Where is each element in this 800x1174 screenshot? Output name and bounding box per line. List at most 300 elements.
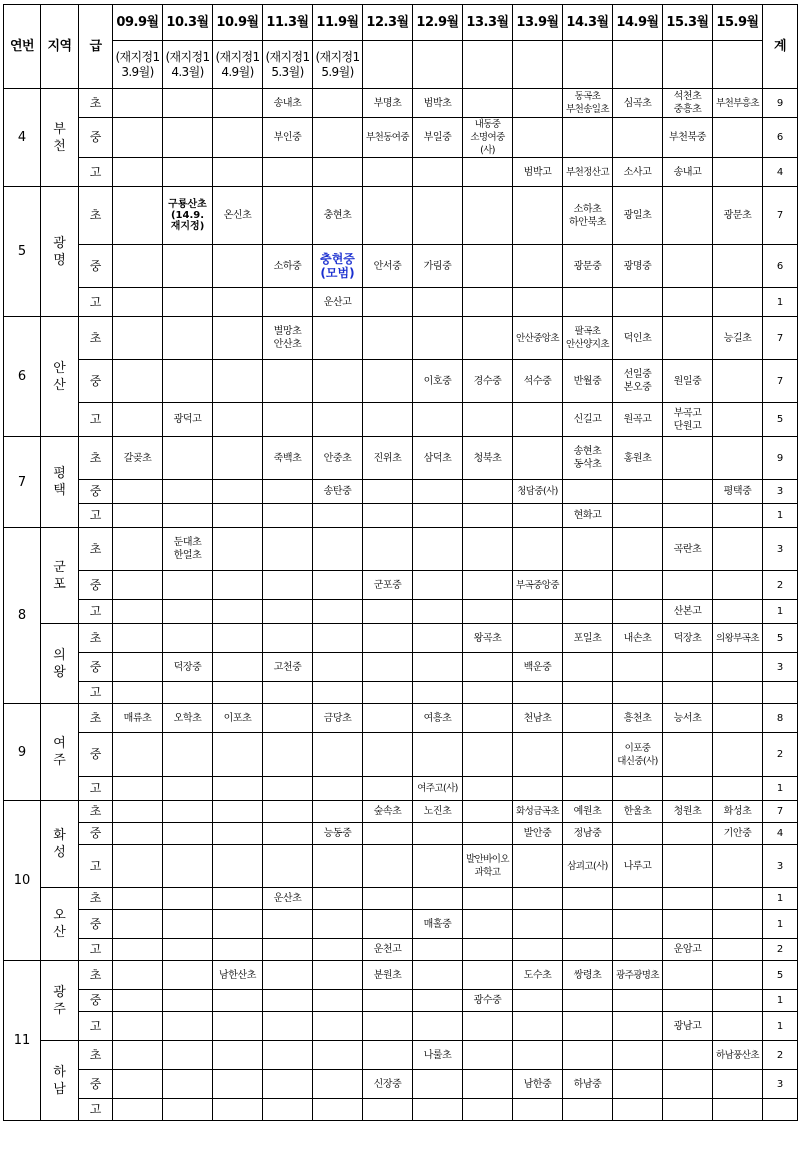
school-cell: [213, 682, 263, 704]
school-cell: [663, 653, 713, 682]
school-cell: 팔곡초 안산양지초: [563, 317, 613, 360]
school-cell: 운암고: [663, 939, 713, 961]
school-cell: 하남중: [563, 1070, 613, 1099]
school-level: 중: [79, 653, 113, 682]
school-cell: [613, 1070, 663, 1099]
school-cell: [713, 528, 763, 571]
table-row: [4, 317, 798, 360]
school-cell: [463, 89, 513, 118]
school-cell: [663, 990, 713, 1012]
school-cell: [263, 939, 313, 961]
region-name: 화성: [41, 801, 79, 888]
school-cell: [113, 245, 163, 288]
school-cell: [613, 571, 663, 600]
school-cell: [263, 504, 313, 528]
school-cell: 경수중: [463, 360, 513, 403]
school-cell: [213, 504, 263, 528]
row-total: 1: [763, 600, 798, 624]
row-total: 9: [763, 89, 798, 118]
school-cell: 능길초: [713, 317, 763, 360]
school-cell: [163, 845, 213, 888]
school-table-wrap: [3, 4, 798, 1121]
table-row: [4, 733, 798, 777]
school-cell: [113, 360, 163, 403]
school-cell: 부곡중앙중: [513, 571, 563, 600]
school-cell: [713, 600, 763, 624]
school-cell: [213, 939, 263, 961]
school-cell: 범박고: [513, 158, 563, 187]
school-cell: [113, 1099, 163, 1121]
school-cell: 송내초: [263, 89, 313, 118]
school-cell: [363, 187, 413, 245]
school-cell: 안중초: [313, 437, 363, 480]
school-cell: [113, 600, 163, 624]
school-cell: [213, 571, 263, 600]
school-cell: [313, 528, 363, 571]
row-total: 3: [763, 653, 798, 682]
school-cell: [413, 571, 463, 600]
row-total: 1: [763, 777, 798, 801]
school-cell: [163, 990, 213, 1012]
serial-number: 7: [4, 437, 41, 528]
school-level: 고: [79, 1012, 113, 1041]
school-cell: 이포초: [213, 704, 263, 733]
table-row: [4, 360, 798, 403]
school-cell: 능서초: [663, 704, 713, 733]
region-name: 안산: [41, 317, 79, 437]
school-level: 고: [79, 403, 113, 437]
school-cell: [513, 845, 563, 888]
school-cell: 왕곡초: [463, 624, 513, 653]
school-cell: [113, 187, 163, 245]
school-cell: [463, 317, 513, 360]
school-cell: [113, 158, 163, 187]
school-cell: [513, 990, 563, 1012]
school-cell: 여흥초: [413, 704, 463, 733]
school-cell: 정남중: [563, 823, 613, 845]
school-cell: [363, 682, 413, 704]
school-cell: [413, 624, 463, 653]
school-cell: [163, 910, 213, 939]
school-level: 중: [79, 571, 113, 600]
school-cell: [663, 777, 713, 801]
school-cell: [663, 682, 713, 704]
header-redesignation: [513, 41, 563, 89]
region-name: 여주: [41, 704, 79, 801]
school-cell: [713, 437, 763, 480]
header-period: 15.9월: [713, 5, 763, 41]
table-row: [4, 1012, 798, 1041]
school-cell: [613, 480, 663, 504]
header-period: 13.3월: [463, 5, 513, 41]
school-cell: 금당초: [313, 704, 363, 733]
school-cell: 안산중앙초: [513, 317, 563, 360]
serial-number: 10: [4, 801, 41, 961]
header-redesignation: [663, 41, 713, 89]
school-cell: [263, 801, 313, 823]
school-cell: 충현초: [313, 187, 363, 245]
school-cell: [363, 624, 413, 653]
school-cell: [613, 1099, 663, 1121]
school-cell: [113, 288, 163, 317]
row-total: 7: [763, 360, 798, 403]
school-level: 고: [79, 777, 113, 801]
school-cell: [113, 317, 163, 360]
school-cell: [263, 682, 313, 704]
school-cell: [363, 777, 413, 801]
row-total: 9: [763, 437, 798, 480]
school-cell: [363, 845, 413, 888]
table-row: [4, 403, 798, 437]
school-cell: 군포중: [363, 571, 413, 600]
school-cell: 화성금곡초: [513, 801, 563, 823]
header-period: 11.9월: [313, 5, 363, 41]
school-cell: [113, 961, 163, 990]
school-cell: 광문초: [713, 187, 763, 245]
header-period: 14.3월: [563, 5, 613, 41]
school-cell: [613, 1012, 663, 1041]
school-cell: [113, 939, 163, 961]
school-cell: [113, 990, 163, 1012]
school-cell: [163, 733, 213, 777]
school-cell: [113, 624, 163, 653]
school-cell: [663, 1070, 713, 1099]
school-cell: [363, 288, 413, 317]
school-cell: [563, 1012, 613, 1041]
region-name: 의왕: [41, 624, 79, 704]
school-cell: [363, 1041, 413, 1070]
school-cell: [713, 1070, 763, 1099]
school-cell: [113, 403, 163, 437]
school-cell: [513, 1041, 563, 1070]
school-cell: [263, 571, 313, 600]
school-cell: [413, 504, 463, 528]
school-cell: 여주고(사): [413, 777, 463, 801]
school-cell: [513, 1099, 563, 1121]
school-cell: [163, 777, 213, 801]
school-cell: 광일초: [613, 187, 663, 245]
school-cell: [363, 910, 413, 939]
row-total: 1: [763, 910, 798, 939]
school-cell: [263, 823, 313, 845]
school-cell: 송내고: [663, 158, 713, 187]
school-cell: 소하중: [263, 245, 313, 288]
school-level: 중: [79, 990, 113, 1012]
school-cell: [563, 118, 613, 158]
school-cell: 삼괴고(사): [563, 845, 613, 888]
school-cell: [413, 888, 463, 910]
header-period: 10.3월: [163, 5, 213, 41]
school-cell: 원곡고: [613, 403, 663, 437]
row-total: 3: [763, 1070, 798, 1099]
school-cell: 운천고: [363, 939, 413, 961]
row-total: 1: [763, 288, 798, 317]
school-cell: 둔대초 한얼초: [163, 528, 213, 571]
header-period: 10.9월: [213, 5, 263, 41]
school-cell: [463, 288, 513, 317]
school-cell: [313, 504, 363, 528]
school-cell: [513, 939, 563, 961]
school-cell: [363, 704, 413, 733]
school-cell: [213, 600, 263, 624]
school-cell: 덕장중: [163, 653, 213, 682]
header-redesignation: (재지정14.3월): [163, 41, 213, 89]
header-period: 13.9월: [513, 5, 563, 41]
school-cell: [563, 733, 613, 777]
school-cell: [313, 653, 363, 682]
school-cell: 청담중(사): [513, 480, 563, 504]
header-redesignation: (재지정15.3월): [263, 41, 313, 89]
header-period: 14.9월: [613, 5, 663, 41]
school-cell: [313, 939, 363, 961]
school-cell: [563, 990, 613, 1012]
school-cell: 신길고: [563, 403, 613, 437]
school-cell: [213, 910, 263, 939]
school-cell: 하남풍산초: [713, 1041, 763, 1070]
school-cell: 숲속초: [363, 801, 413, 823]
school-cell: [463, 1041, 513, 1070]
school-cell: [463, 910, 513, 939]
school-level: 초: [79, 317, 113, 360]
school-cell: [313, 845, 363, 888]
school-cell: [363, 600, 413, 624]
table-row: [4, 777, 798, 801]
school-cell: [463, 1099, 513, 1121]
region-name: 광명: [41, 187, 79, 317]
header-period: 09.9월: [113, 5, 163, 41]
school-cell: [563, 480, 613, 504]
school-cell: [563, 682, 613, 704]
school-cell: [613, 910, 663, 939]
school-cell: [263, 600, 313, 624]
school-cell: 의왕부곡초: [713, 624, 763, 653]
school-cell: [613, 504, 663, 528]
header-redesignation: (재지정14.9월): [213, 41, 263, 89]
header-redesignation: [413, 41, 463, 89]
school-cell: [513, 118, 563, 158]
school-cell: 내동중 소명여중(사): [463, 118, 513, 158]
school-level: 중: [79, 910, 113, 939]
school-cell: [563, 704, 613, 733]
school-level: 고: [79, 600, 113, 624]
school-cell: [713, 653, 763, 682]
school-cell: [163, 1012, 213, 1041]
school-cell: [463, 245, 513, 288]
school-cell: [363, 990, 413, 1012]
school-cell: [513, 888, 563, 910]
header-redesignation: (재지정15.9월): [313, 41, 363, 89]
school-cell: [163, 245, 213, 288]
school-cell: [513, 89, 563, 118]
school-cell: 나룰초: [413, 1041, 463, 1070]
school-cell: [363, 733, 413, 777]
school-cell: [713, 288, 763, 317]
row-total: 6: [763, 245, 798, 288]
school-cell: 운산고: [313, 288, 363, 317]
school-cell: [263, 733, 313, 777]
school-cell: [663, 733, 713, 777]
school-cell: [713, 245, 763, 288]
school-cell: [163, 624, 213, 653]
school-cell: [713, 504, 763, 528]
table-row: [4, 888, 798, 910]
school-cell: [713, 939, 763, 961]
school-cell: 부일중: [413, 118, 463, 158]
school-cell: [263, 910, 313, 939]
school-cell: [363, 158, 413, 187]
table-row: [4, 118, 798, 158]
school-cell: 매홀중: [413, 910, 463, 939]
school-cell: 남한중: [513, 1070, 563, 1099]
school-cell: 별망초 안산초: [263, 317, 313, 360]
school-cell: [663, 1041, 713, 1070]
header-period: 15.3월: [663, 5, 713, 41]
school-level: 중: [79, 118, 113, 158]
school-cell: [563, 1041, 613, 1070]
school-cell: 소사고: [613, 158, 663, 187]
school-cell: 죽백초: [263, 437, 313, 480]
school-cell: 청북초: [463, 437, 513, 480]
school-cell: [313, 910, 363, 939]
school-cell: [613, 990, 663, 1012]
school-cell: [163, 158, 213, 187]
school-cell: [713, 1012, 763, 1041]
school-cell: [713, 961, 763, 990]
school-cell: [713, 1099, 763, 1121]
school-cell: [563, 777, 613, 801]
header-region: 지역: [41, 5, 79, 89]
school-cell: [163, 437, 213, 480]
school-cell: 이포중 대신중(사): [613, 733, 663, 777]
school-cell: [463, 777, 513, 801]
row-total: 1: [763, 990, 798, 1012]
school-level: 초: [79, 888, 113, 910]
school-cell: [363, 317, 413, 360]
school-cell: 운산초: [263, 888, 313, 910]
school-cell: [313, 777, 363, 801]
school-cell: [163, 1099, 213, 1121]
school-cell: [663, 910, 713, 939]
school-cell: [213, 1070, 263, 1099]
school-cell: [313, 403, 363, 437]
school-cell: 광주광명초: [613, 961, 663, 990]
school-cell: [563, 600, 613, 624]
school-cell: 부천정산고: [563, 158, 613, 187]
school-cell: [213, 624, 263, 653]
header-period: 12.3월: [363, 5, 413, 41]
row-total: 6: [763, 118, 798, 158]
serial-number: 11: [4, 961, 41, 1121]
school-cell: 흥천초: [613, 704, 663, 733]
row-total: 1: [763, 1012, 798, 1041]
table-row: [4, 624, 798, 653]
school-cell: [113, 1012, 163, 1041]
school-cell: [513, 910, 563, 939]
school-level: 고: [79, 504, 113, 528]
school-cell: 광덕고: [163, 403, 213, 437]
school-cell: [713, 682, 763, 704]
school-cell: [113, 801, 163, 823]
school-cell: 부천부흥초: [713, 89, 763, 118]
school-cell: 발안바이오 과학고: [463, 845, 513, 888]
school-cell: [363, 1099, 413, 1121]
school-cell: [213, 118, 263, 158]
school-cell: [563, 888, 613, 910]
school-cell: [413, 288, 463, 317]
school-cell: [513, 1012, 563, 1041]
school-cell: 온신초: [213, 187, 263, 245]
table-row: [4, 187, 798, 245]
school-cell: [413, 939, 463, 961]
school-cell: [513, 437, 563, 480]
school-cell: [713, 777, 763, 801]
header-level: 급: [79, 5, 113, 89]
school-cell: [463, 939, 513, 961]
school-cell: 광수중: [463, 990, 513, 1012]
school-cell: 구룡산초 (14.9. 재지정): [163, 187, 213, 245]
school-cell: [463, 480, 513, 504]
school-level: 고: [79, 939, 113, 961]
school-cell: [113, 480, 163, 504]
school-cell: 발안중: [513, 823, 563, 845]
row-total: 5: [763, 624, 798, 653]
school-cell: [363, 480, 413, 504]
school-cell: 선일중 본오중: [613, 360, 663, 403]
school-cell: [213, 158, 263, 187]
school-cell: [163, 961, 213, 990]
school-cell: [413, 317, 463, 360]
school-cell: [613, 1041, 663, 1070]
school-level: 초: [79, 801, 113, 823]
region-name: 오산: [41, 888, 79, 961]
school-level: 초: [79, 624, 113, 653]
school-cell: [513, 504, 563, 528]
school-cell: [463, 158, 513, 187]
table-row: [4, 653, 798, 682]
school-cell: [713, 571, 763, 600]
school-cell: [463, 1070, 513, 1099]
school-cell: [363, 360, 413, 403]
school-cell: 동곡초 부천송일초: [563, 89, 613, 118]
school-cell: [513, 733, 563, 777]
school-cell: [163, 600, 213, 624]
school-cell: [263, 1070, 313, 1099]
school-cell: [663, 437, 713, 480]
school-cell: [363, 653, 413, 682]
school-cell: [363, 504, 413, 528]
school-cell: [513, 682, 563, 704]
school-cell: 안서중: [363, 245, 413, 288]
table-row: [4, 939, 798, 961]
school-cell: [213, 777, 263, 801]
school-cell: 예원초: [563, 801, 613, 823]
school-cell: 평택중: [713, 480, 763, 504]
school-cell: [313, 1012, 363, 1041]
school-cell: [663, 245, 713, 288]
serial-number: 9: [4, 704, 41, 801]
school-cell: [463, 600, 513, 624]
school-cell: 이호중: [413, 360, 463, 403]
school-cell: [463, 682, 513, 704]
header-period: 12.9월: [413, 5, 463, 41]
table-row: [4, 910, 798, 939]
school-cell: [613, 682, 663, 704]
school-cell: 가림중: [413, 245, 463, 288]
row-total: 1: [763, 888, 798, 910]
school-cell: [113, 1041, 163, 1070]
school-cell: 분원초: [363, 961, 413, 990]
school-cell: 송탄중: [313, 480, 363, 504]
